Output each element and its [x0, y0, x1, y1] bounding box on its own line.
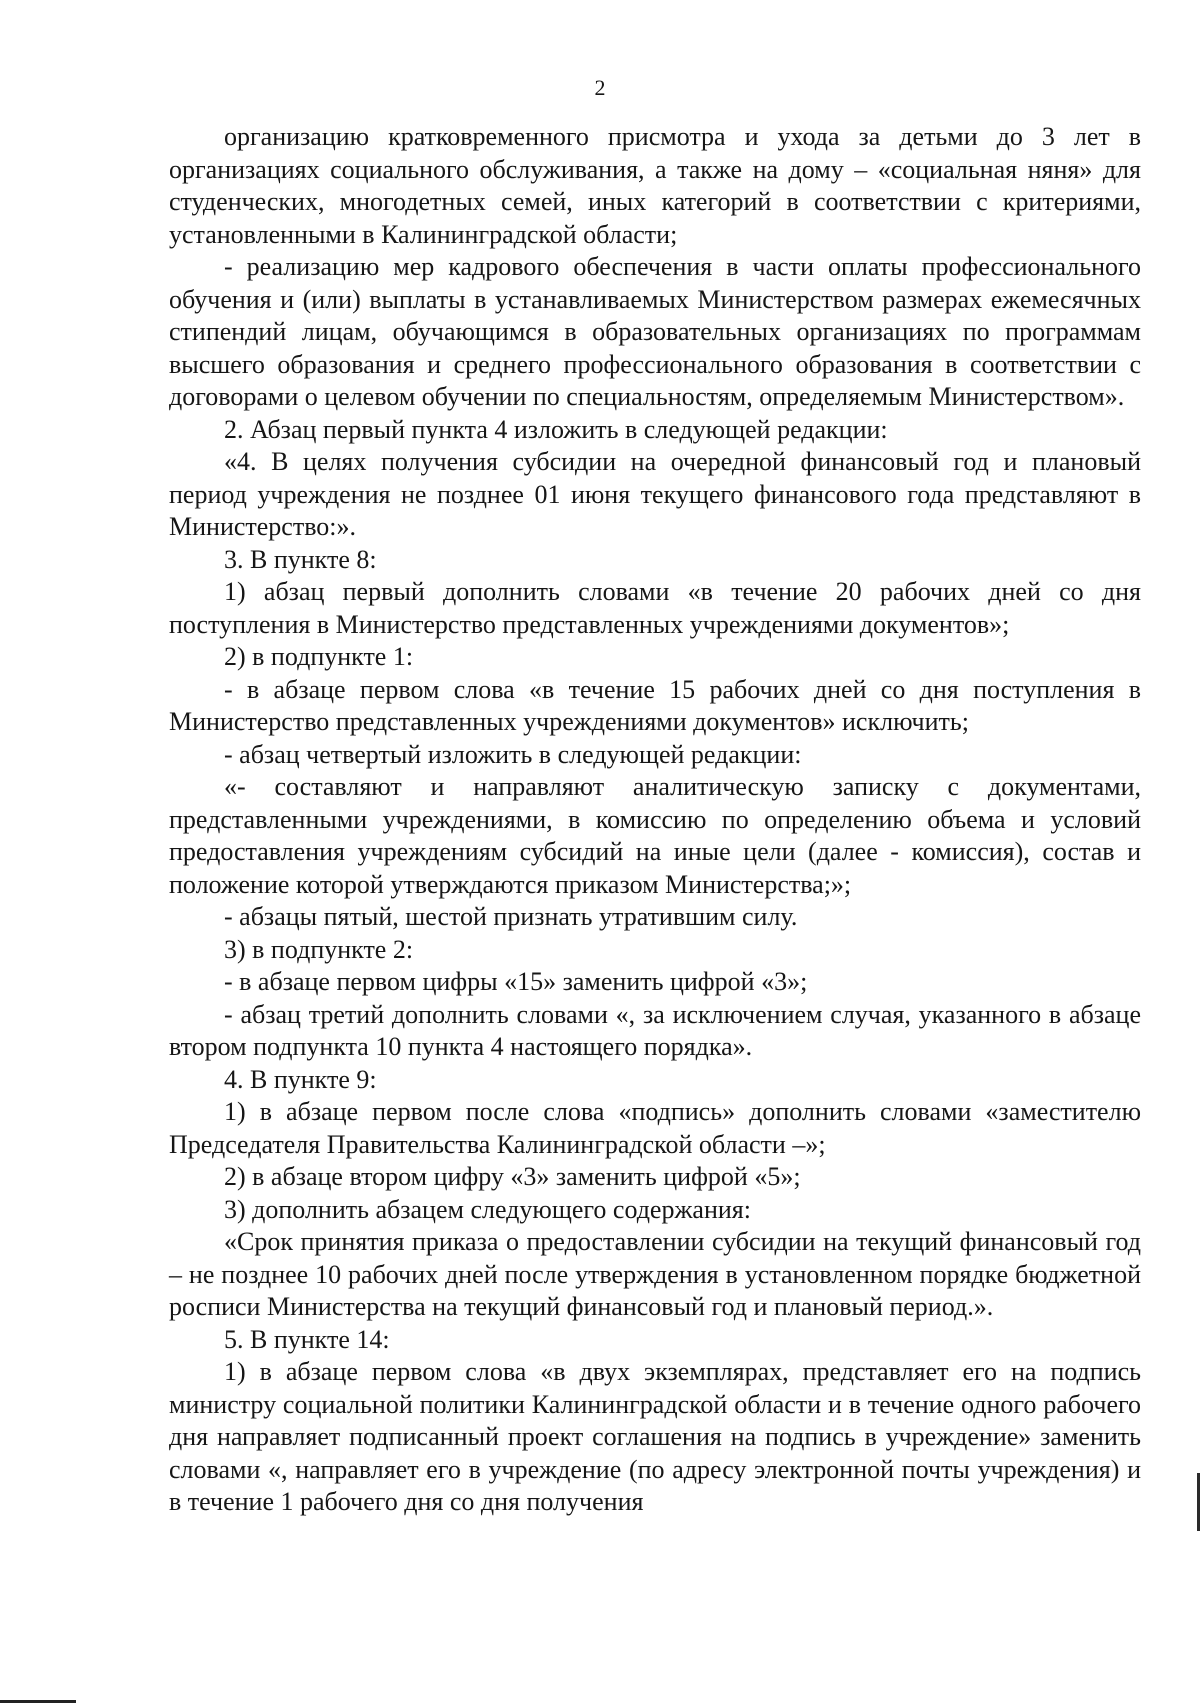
paragraph: 1) в абзаце первом после слова «подпись» дополнить словами «заместителю Председателя Правительства Калининградской области –»;	[169, 1097, 1141, 1159]
paragraph: «Срок принятия приказа о предоставлении субсидии на текущий финансовый год – не позднее 10 рабочих дней после утверждения в установленном порядке бюджетной росписи Министерства на текущий финансовый год и плановый период.».	[169, 1227, 1141, 1321]
paragraph: 1) абзац первый дополнить словами «в течение 20 рабочих дней со дня поступления в Министерство представленных учреждениями документов»;	[169, 577, 1141, 639]
paragraph: «- составляют и направляют аналитическую записку с документами, представленными учреждениями, в комиссию по определению объема и условий предоставления учреждениям субсидий на иные цели (далее - комиссия), состав и положение которой утверждаются приказом Министерства;»;	[169, 772, 1141, 899]
paragraph: - абзац четвертый изложить в следующей редакции:	[224, 739, 802, 769]
page-number: 2	[594, 75, 606, 100]
document-body	[169, 121, 1141, 1519]
paragraph: 3. В пункте 8:	[224, 544, 377, 574]
paragraph: 2) в подпункте 1:	[224, 642, 414, 671]
paragraph: 2. Абзац первый пункта 4 изложить в следующей редакции:	[224, 414, 888, 444]
paragraph: «4. В целях получения субсидии на очередной финансовый год и плановый период учреждения не позднее 01 июня текущего финансового года представляют в Министерство:».	[169, 447, 1141, 541]
paragraph: - реализацию мер кадрового обеспечения в части оплаты профессионального обучения и (или) выплаты в устанавливаемых Министерством размерах ежемесячных стипендий лицам, обучающимся в образовательных организациях по программам высшего образования и среднего профессионального образования в соответствии с договорами о целевом обучении по специальностям, определяемым Министерством».	[169, 252, 1141, 411]
paragraph: 2) в абзаце втором цифру «3» заменить цифрой «5»;	[224, 1162, 801, 1191]
paragraph: 1) в абзаце первом слова «в двух экземплярах, представляет его на подпись министру социальной политики Калининградской области и в течение одного рабочего дня направляет подписанный проект соглашения на подпись в учреждение» заменить словами «, направляет его в учреждение (по адресу электронной почты учреждения) и в течение 1 рабочего дня со дня получения	[169, 1357, 1141, 1516]
paragraph: 4. В пункте 9:	[224, 1064, 377, 1094]
paragraph: 3) в подпункте 2:	[224, 934, 414, 964]
paragraph: - в абзаце первом цифры «15» заменить цифрой «3»;	[224, 967, 808, 996]
paragraph: 5. В пункте 14:	[224, 1324, 390, 1354]
paragraph: организацию кратковременного присмотра и ухода за детьми до 3 лет в организациях социального обслуживания, а также на дому – «социальная няня» для студенческих, многодетных семей, иных категорий в соответствии с критериями, установленными в Калининградской области;	[169, 122, 1141, 249]
paragraph: - в абзаце первом слова «в течение 15 рабочих дней со дня поступления в Министерство представленных учреждениями документов» исключить;	[169, 674, 1141, 736]
paragraph: - абзацы пятый, шестой признать утратившим силу.	[224, 902, 798, 931]
paragraph: 3) дополнить абзацем следующего содержания:	[224, 1194, 751, 1224]
paragraph: - абзац третий дополнить словами «, за исключением случая, указанного в абзаце втором подпункта 10 пункта 4 настоящего порядка».	[169, 999, 1141, 1061]
